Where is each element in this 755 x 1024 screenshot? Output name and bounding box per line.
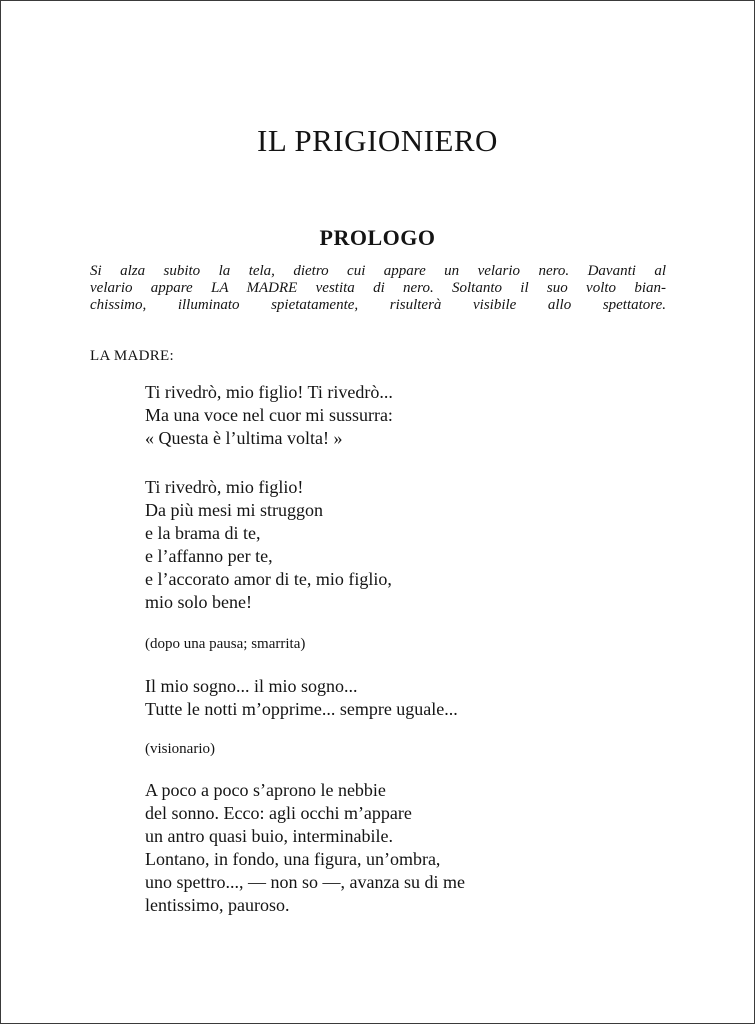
- verse-line: A poco a poco s’aprono le nebbie: [145, 780, 386, 800]
- verse-line: e la brama di te,: [145, 523, 261, 543]
- stage-direction-line: velario appare LA MADRE vestita di nero. Soltanto il suo volto bian-: [90, 280, 666, 296]
- section-heading: PROLOGO: [319, 225, 436, 250]
- verse-line: Da più mesi mi struggon: [145, 500, 323, 520]
- verse-line: e l’accorato amor di te, mio figlio,: [145, 569, 392, 589]
- stage-direction-line: Si alza subito la tela, dietro cui appare un velario nero. Davanti al: [90, 263, 666, 279]
- speaker-name: LA MADRE:: [90, 348, 174, 364]
- verse-line: Ti rivedrò, mio figlio!: [145, 477, 304, 497]
- verse-line: del sonno. Ecco: agli occhi m’appare: [145, 803, 412, 823]
- stage-direction-inline: (dopo una pausa; smarrita): [145, 636, 306, 652]
- verse-line: Ma una voce nel cuor mi sussurra:: [145, 405, 393, 425]
- verse-line: Il mio sogno... il mio sogno...: [145, 676, 358, 696]
- verse-line: Lontano, in fondo, una figura, un’ombra,: [145, 849, 441, 869]
- verse-line: e l’affanno per te,: [145, 546, 273, 566]
- verse-line: mio solo bene!: [145, 592, 252, 612]
- stage-direction-line: chissimo, illuminato spietatamente, risulterà visibile allo spettatore.: [90, 297, 666, 313]
- verse-line: Ti rivedrò, mio figlio! Ti rivedrò...: [145, 382, 393, 402]
- stage-direction: [90, 263, 666, 314]
- stage-direction-inline: (visionario): [145, 741, 215, 757]
- page-title: IL PRIGIONIERO: [257, 123, 498, 158]
- verse-line: lentissimo, pauroso.: [145, 895, 290, 915]
- verse-line: Tutte le notti m’opprime... sempre uguale...: [145, 699, 458, 719]
- verse-line: uno spettro..., — non so —, avanza su di me: [145, 872, 465, 892]
- verse-line: « Questa è l’ultima volta! »: [145, 428, 343, 448]
- verse-line: un antro quasi buio, interminabile.: [145, 826, 393, 846]
